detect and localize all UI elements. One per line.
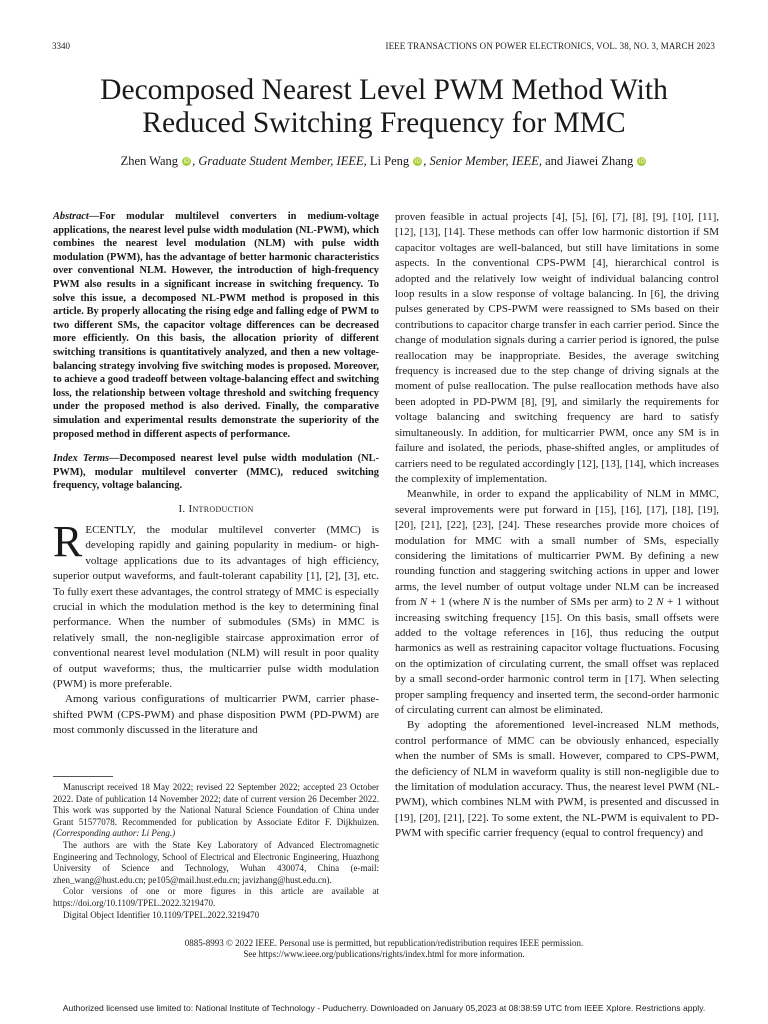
introduction-text xyxy=(53,517,379,739)
intro-paragraph: Among various configurations of multicarrier PWM, carrier phase-shifted PWM (CPS-PWM) and phase disposition PWM (PD-PWM) are most commonly discussed in the literature and xyxy=(53,693,379,737)
paper-title xyxy=(40,74,728,140)
orcid-icon[interactable]: iD xyxy=(183,158,190,165)
author-2-name: Li Peng xyxy=(366,154,410,168)
author-list xyxy=(40,154,728,169)
index-terms-text: Decomposed nearest level pulse width modulation (NL-PWM), modular multilevel converter (MMC), reduced switching frequency, voltage balancing. xyxy=(53,453,379,492)
footnote-affiliation: The authors are with the State Key Laboratory of Advanced Electromagnetic Engineering and Technology, School of Electrical and Electronic Engineering, Huazhong University of Science and Technology, Wuhan 430074, China (e-mail: zhen_wang@hust.edu.cn; pe105@mail.hust.edu.cn; javizhang@hust.edu.cn). xyxy=(53,839,379,885)
orcid-icon[interactable]: iD xyxy=(638,158,646,165)
author-1-role: , Graduate Student Member, IEEE, xyxy=(192,154,367,168)
section-heading xyxy=(53,503,379,515)
copyright-line-1: 0885-8993 © 2022 IEEE. Personal use is permitted, but republication/redistribution requires IEEE permission. xyxy=(184,938,584,948)
index-terms-label: Index Terms— xyxy=(53,453,120,464)
section-numeral: I. xyxy=(178,503,189,515)
body-paragraph: Meanwhile, in order to expand the applicability of NLM in MMC, several improvements were put forward in [15], [16], [17], [18], [19], [20], [21], [22], [23], [24]. These researches provide more choices of modulation for MMC with a small number of SMs, especially considering the limitations of multicarrier PWM. By defining a new rounding function and staggering switching actions in upper and lower arms, the level number of output voltage under NLM can be increased from N + 1 (where N is the number of SMs per arm) to 2 N + 1 without increasing switching frequency [15]. On this basis, small offsets were added to the voltage references in [16], thus reducing the output harmonics as well as restraining capacitor voltage fluctuations. Focusing on the optimization of circulating current, the small offset was replaced by a small second-order harmonic control term in [17]. When selecting proper sampling frequency and inserted term, the second-order harmonic of circulating current can almost be eliminated. xyxy=(395,488,719,716)
license-notice: Authorized licensed use limited to: National Institute of Technology - Puducherry. Downloaded on January 05,2023 at 08:38:59 UTC from IEEE Xplore. Restrictions apply. xyxy=(62,1003,706,1013)
journal-header: IEEE TRANSACTIONS ON POWER ELECTRONICS, VOL. 38, NO. 3, MARCH 2023 xyxy=(385,41,715,51)
index-terms xyxy=(53,452,379,493)
body-paragraph: By adopting the aforementioned level-increased NLM methods, control performance of MMC can be obviously enhanced, especially when the number of SMs is small. However, compared to CPS-PWM, the deficiency of NLM in waveform quality is still non-negligible due to the limitation of modulation accuracy. Thus, the nearest level PWM (NL-PWM), which combines NLM with PWM, is presented and discussed in [19], [20], [21], [22]. To some extent, the NL-PWM is equivalent to PD-PWM with specific carrier frequency (equal to control frequency) and xyxy=(395,719,719,840)
footnote-doi: Digital Object Identifier 10.1109/TPEL.2022.3219470 xyxy=(63,909,260,920)
author-3-name: and Jiawei Zhang xyxy=(541,154,634,168)
abstract-text: For modular multilevel converters in medium-voltage applications, the nearest level pulse width modulation (NL-PWM), which combines the nearest level modulation (NLM) with pulse width modulation (PWM), has the advantage of better harmonic characteristics over conventional NLM. However, the introduction of high-frequency PWM also results in a significant increase in switching frequency. To solve this issue, a decomposed NL-PWM method is proposed in this article. By properly allocating the rising edge and falling edge of PWM to two different SMs, the capacitor voltage differences can be decreased more efficiently. On this basis, the allocation priority of different switching transitions is quantitatively analyzed, and then a new voltage-balancing strategy involving five switching modes is proposed. Moreover, to achieve a good tradeoff between voltage-balancing effect and switching loss, the relationship between voltage threshold and switching frequency under the proposed method is also derived. Finally, the comparative simulation and experimental results demonstrate the superiority of the proposed method in different aspects of performance. xyxy=(53,211,379,440)
title-line-1: Decomposed Nearest Level PWM Method With xyxy=(100,74,668,106)
title-line-2: Reduced Switching Frequency for MMC xyxy=(142,107,626,139)
abstract xyxy=(53,210,379,441)
abstract-label: Abstract— xyxy=(53,211,100,222)
intro-paragraph: RECENTLY, the modular multilevel converter (MMC) is developing rapidly and gaining popularity in medium- or high-voltage applications due to its advantages of high efficiency, superior output waveforms, and fault-tolerant capability [1], [2], [3], etc. To fully exert these advantages, the control strategy of MMC is especially crucial in which the modulation method is the key to determining final performance. When the number of submodules (SMs) in MMC is relatively small, the non-negligible staircase approximation error of conventional nearest level modulation (NLM) will result in poor quality of output waveforms; thus, the multicarrier pulse width modulation (PWM) is more preferable. xyxy=(53,517,379,691)
copyright-notice xyxy=(40,938,728,960)
section-title: Introduction xyxy=(188,503,254,515)
body-paragraph: proven feasible in actual projects [4], [5], [6], [7], [8], [9], [10], [11], [12], [13], [14]. These methods can offer low harmonic distortion if SM capacitor voltages are well-balanced, but still have limitations in some aspects. In the conventional CPS-PWM [4], hierarchical control is adopted and the relatively low weight of individual balancing control loop results in a slow response of voltage balancing. In [6], the driving pulses generated by CPS-PWM were reassigned to SMs based on their contributions to capacitor charge transfer in each carrier period. Since the change of modulation signals during a carrier period is ignored, the pulse reallocation may be inappropriate. Besides, the average switching frequency is increased due to the step change of driving signals at the moment of pulse reallocation. The pulse reallocation methods have also been adopted in PD-PWM [8], [9], and similarly the requirements for voltage balancing and switching frequency are hard to satisfy simultaneously. In addition, for multicarrier PWM, once any SM is in failure and isolated, the periods, phase-shifted angles, or amplitudes of carriers need to be regulated accordingly [12], [13], [14], which increases the complexity of implementation. xyxy=(395,211,719,485)
footnote xyxy=(53,782,379,921)
footnote-rule xyxy=(53,776,113,777)
footnote-color: Color versions of one or more figures in this article are available at https://doi.org/10.1109/TPEL.2022.3219470. xyxy=(53,886,379,908)
author-2-role: , Senior Member, IEEE, xyxy=(423,154,542,168)
right-column-text xyxy=(395,210,719,842)
copyright-line-2: See https://www.ieee.org/publications/rights/index.html for more information. xyxy=(243,949,525,959)
author-1-name: Zhen Wang xyxy=(120,154,179,168)
footnote-manuscript: Manuscript received 18 May 2022; revised 22 September 2022; accepted 23 October 2022. Date of publication 14 November 2022; date of current version 26 December 2022. This work was supported by the National Natural Science Foundation of China under Grant 51577078. Recommended for publication by Associate Editor F. Dijkhuizen. (Corresponding author: Li Peng.) xyxy=(53,782,379,839)
orcid-icon[interactable]: iD xyxy=(414,158,421,165)
drop-cap: R xyxy=(53,517,83,566)
page-number: 3340 xyxy=(52,41,70,51)
